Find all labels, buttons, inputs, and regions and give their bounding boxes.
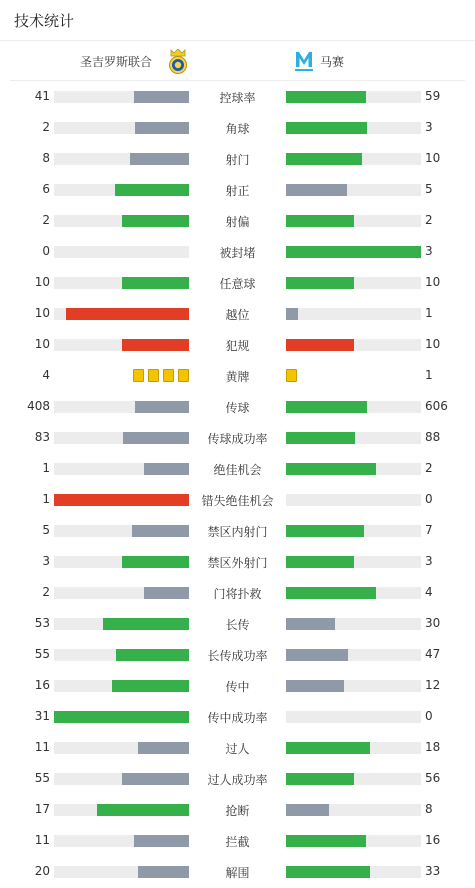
away-stat-value: 59 (425, 89, 441, 103)
away-stat-bar (286, 401, 421, 413)
stat-label: 任意球 (219, 277, 256, 291)
home-stat-value: 17 (34, 802, 50, 816)
stat-label: 长传成功率 (207, 649, 268, 663)
home-stat-bar (54, 835, 189, 847)
stat-row (0, 360, 475, 391)
stat-label: 传中成功率 (207, 711, 268, 725)
away-stat-bar-fill (286, 308, 298, 320)
home-stat-bar (54, 711, 189, 723)
away-stat-value: 1 (425, 368, 433, 382)
stat-label: 传球 (225, 401, 250, 415)
away-stat-value: 8 (425, 802, 433, 816)
stat-row (0, 825, 475, 856)
home-stat-bar (54, 153, 189, 165)
stat-label: 错失绝佳机会 (201, 494, 274, 508)
stat-label: 射偏 (225, 215, 250, 229)
home-stat-bar-fill (112, 680, 189, 692)
away-stat-bar-fill (286, 866, 370, 878)
home-stat-bar (54, 122, 189, 134)
home-stat-value: 2 (42, 213, 50, 227)
home-stat-bar-fill (144, 463, 189, 475)
stat-row (0, 763, 475, 794)
away-stat-bar-fill (286, 587, 376, 599)
home-stat-bar-fill (66, 308, 189, 320)
home-stat-value: 53 (34, 616, 50, 630)
home-stat-value: 55 (34, 771, 50, 785)
section-header (0, 0, 475, 41)
away-team-name: 马赛 (320, 55, 345, 69)
away-stat-value: 30 (425, 616, 441, 630)
away-stat-bar (286, 618, 421, 630)
home-stat-bar-fill (123, 432, 189, 444)
home-stat-bar (54, 184, 189, 196)
home-stat-value: 16 (34, 678, 50, 692)
away-stat-bar (286, 494, 421, 506)
home-stat-bar (54, 587, 189, 599)
away-stat-bar-fill (286, 742, 370, 754)
away-stat-value: 3 (425, 244, 433, 258)
team-header (10, 44, 465, 81)
stat-row (0, 546, 475, 577)
home-stat-bar-fill (144, 587, 189, 599)
away-stat-bar (286, 680, 421, 692)
away-stat-value: 10 (425, 275, 441, 289)
stat-label: 传中 (225, 680, 250, 694)
away-stat-bar (286, 525, 421, 537)
away-stat-bar (286, 866, 421, 878)
stat-row (0, 298, 475, 329)
stat-row (0, 329, 475, 360)
home-stat-bar (54, 432, 189, 444)
away-stat-bar-fill (286, 556, 354, 568)
home-stat-bar (54, 494, 189, 506)
home-stat-bar-fill (54, 711, 189, 723)
home-stat-bar (54, 649, 189, 661)
away-team-crest-icon (293, 49, 315, 73)
away-stat-bar-fill (286, 153, 362, 165)
away-stat-bar (286, 711, 421, 723)
home-stat-value: 408 (27, 399, 50, 413)
away-stat-bar (286, 339, 421, 351)
home-stat-bar (54, 742, 189, 754)
home-stat-value: 55 (34, 647, 50, 661)
stat-row (0, 391, 475, 422)
stat-label: 过人成功率 (207, 773, 268, 787)
away-stat-bar-fill (286, 835, 366, 847)
away-stat-value: 0 (425, 492, 433, 506)
home-stat-bar-fill (122, 215, 190, 227)
home-stat-value: 1 (42, 461, 50, 475)
stat-row (0, 515, 475, 546)
home-stat-value: 41 (34, 89, 50, 103)
home-stat-value: 0 (42, 244, 50, 258)
away-stat-value: 3 (425, 554, 433, 568)
away-stat-value: 10 (425, 151, 441, 165)
away-stat-bar-fill (286, 277, 354, 289)
away-stat-value: 10 (425, 337, 441, 351)
away-stat-bar-fill (286, 804, 329, 816)
yellow-card-icon (286, 369, 297, 382)
home-stat-value: 4 (42, 368, 50, 382)
stat-label: 门将扑救 (213, 587, 262, 601)
home-stat-bar-fill (130, 153, 189, 165)
home-stat-value: 6 (42, 182, 50, 196)
away-stat-bar (286, 556, 421, 568)
stat-label: 长传 (225, 618, 250, 632)
away-stat-bar (286, 649, 421, 661)
stat-row (0, 670, 475, 701)
away-stat-bar (286, 773, 421, 785)
away-stat-value: 606 (425, 399, 448, 413)
stat-row (0, 112, 475, 143)
home-stat-bar-fill (122, 773, 190, 785)
home-stat-bar-fill (122, 277, 190, 289)
home-stat-value: 20 (34, 864, 50, 878)
home-stat-value: 2 (42, 585, 50, 599)
away-stat-bar (286, 246, 421, 258)
home-stat-value: 11 (34, 740, 50, 754)
stat-label: 解围 (225, 866, 250, 880)
away-stat-value: 0 (425, 709, 433, 723)
away-stat-bar (286, 587, 421, 599)
home-stat-bar (54, 401, 189, 413)
away-stat-bar (286, 184, 421, 196)
stat-label: 角球 (225, 122, 250, 136)
home-stat-bar-fill (103, 618, 189, 630)
home-stat-value: 2 (42, 120, 50, 134)
home-stat-bar (54, 215, 189, 227)
away-stat-bar (286, 835, 421, 847)
stat-row (0, 794, 475, 825)
home-stat-bar-fill (138, 866, 189, 878)
stat-row (0, 236, 475, 267)
away-stat-bar-fill (286, 215, 354, 227)
home-stat-value: 10 (34, 275, 50, 289)
away-stat-bar-fill (286, 122, 367, 134)
stat-row (0, 143, 475, 174)
stat-row (0, 81, 475, 112)
away-stat-value: 12 (425, 678, 441, 692)
home-stat-bar-fill (115, 184, 189, 196)
stat-row (0, 453, 475, 484)
away-stat-value: 2 (425, 213, 433, 227)
home-stat-bar (54, 463, 189, 475)
away-stat-value: 56 (425, 771, 441, 785)
away-stat-bar (286, 91, 421, 103)
away-stat-value: 88 (425, 430, 441, 444)
yellow-card-icon (133, 369, 144, 382)
away-stat-bar-fill (286, 649, 348, 661)
away-stat-bar (286, 215, 421, 227)
away-stat-bar-fill (286, 680, 344, 692)
away-stat-bar (286, 463, 421, 475)
home-stat-bar-fill (132, 525, 189, 537)
away-stat-bar-fill (286, 618, 335, 630)
home-stat-value: 1 (42, 492, 50, 506)
home-stat-bar (54, 91, 189, 103)
away-stat-value: 33 (425, 864, 441, 878)
stat-label: 过人 (225, 742, 250, 756)
home-stat-bar-fill (122, 339, 190, 351)
home-stat-bar-fill (135, 401, 189, 413)
away-stat-bar-fill (286, 184, 347, 196)
stat-label: 禁区外射门 (207, 556, 268, 570)
away-stat-bar-fill (286, 463, 376, 475)
home-stat-bar (54, 866, 189, 878)
away-stat-bar-fill (286, 432, 355, 444)
away-stat-bar (286, 308, 421, 320)
stat-row (0, 267, 475, 298)
away-stat-bar-fill (286, 91, 366, 103)
home-yellow-cards (54, 369, 189, 382)
home-stat-bar (54, 525, 189, 537)
stat-label: 黄牌 (225, 370, 250, 384)
away-yellow-cards (286, 369, 421, 382)
away-stat-bar (286, 432, 421, 444)
stat-label: 越位 (225, 308, 250, 322)
stat-label: 绝佳机会 (213, 463, 262, 477)
stat-row (0, 732, 475, 763)
away-stat-bar-fill (286, 401, 367, 413)
home-stat-bar-fill (54, 494, 189, 506)
away-stat-bar (286, 804, 421, 816)
home-stat-bar-fill (134, 835, 189, 847)
away-stat-value: 1 (425, 306, 433, 320)
away-stat-bar (286, 122, 421, 134)
away-stat-value: 47 (425, 647, 441, 661)
away-stat-value: 16 (425, 833, 441, 847)
home-stat-bar (54, 680, 189, 692)
home-stat-bar (54, 773, 189, 785)
stat-label: 射门 (225, 153, 250, 167)
home-stat-bar (54, 308, 189, 320)
stat-row (0, 639, 475, 670)
home-stat-bar-fill (116, 649, 189, 661)
stats-list (0, 81, 475, 887)
home-stat-value: 31 (34, 709, 50, 723)
stat-row (0, 856, 475, 887)
home-stat-value: 3 (42, 554, 50, 568)
away-stat-value: 5 (425, 182, 433, 196)
away-stat-value: 2 (425, 461, 433, 475)
away-stat-bar-fill (286, 246, 421, 258)
home-stat-bar-fill (135, 122, 189, 134)
stat-row (0, 577, 475, 608)
yellow-card-icon (178, 369, 189, 382)
stat-label: 控球率 (219, 91, 256, 105)
stat-row (0, 608, 475, 639)
home-team-name: 圣吉罗斯联合 (79, 55, 152, 69)
home-stat-value: 83 (34, 430, 50, 444)
home-stat-bar-fill (122, 556, 190, 568)
yellow-card-icon (163, 369, 174, 382)
page-title: 技术统计 (14, 12, 75, 30)
home-stat-value: 8 (42, 151, 50, 165)
away-stat-bar-fill (286, 525, 364, 537)
stat-label: 抢断 (225, 804, 250, 818)
away-stat-bar-fill (286, 773, 354, 785)
home-stat-bar (54, 339, 189, 351)
stat-label: 拦截 (225, 835, 250, 849)
home-stat-bar (54, 277, 189, 289)
home-stat-bar (54, 804, 189, 816)
home-stat-bar-fill (97, 804, 189, 816)
stat-row (0, 205, 475, 236)
stat-label: 被封堵 (219, 246, 256, 260)
stat-row (0, 174, 475, 205)
home-stat-bar-fill (134, 91, 189, 103)
stat-label: 射正 (225, 184, 250, 198)
home-stat-bar (54, 246, 189, 258)
home-stat-bar (54, 556, 189, 568)
home-stat-bar (54, 618, 189, 630)
away-stat-value: 4 (425, 585, 433, 599)
away-stat-bar-fill (286, 339, 354, 351)
home-stat-value: 11 (34, 833, 50, 847)
stat-label: 传球成功率 (207, 432, 268, 446)
home-stat-value: 5 (42, 523, 50, 537)
stat-label: 犯规 (225, 339, 250, 353)
home-stat-bar-fill (138, 742, 189, 754)
stat-row (0, 484, 475, 515)
home-stat-value: 10 (34, 306, 50, 320)
away-stat-bar (286, 153, 421, 165)
away-stat-value: 7 (425, 523, 433, 537)
stat-label: 禁区内射门 (207, 525, 268, 539)
home-team-crest-icon (167, 49, 189, 75)
stat-row (0, 422, 475, 453)
away-stat-value: 18 (425, 740, 441, 754)
stat-row (0, 701, 475, 732)
away-stat-bar (286, 742, 421, 754)
yellow-card-icon (148, 369, 159, 382)
home-stat-value: 10 (34, 337, 50, 351)
away-stat-value: 3 (425, 120, 433, 134)
away-stat-bar (286, 277, 421, 289)
